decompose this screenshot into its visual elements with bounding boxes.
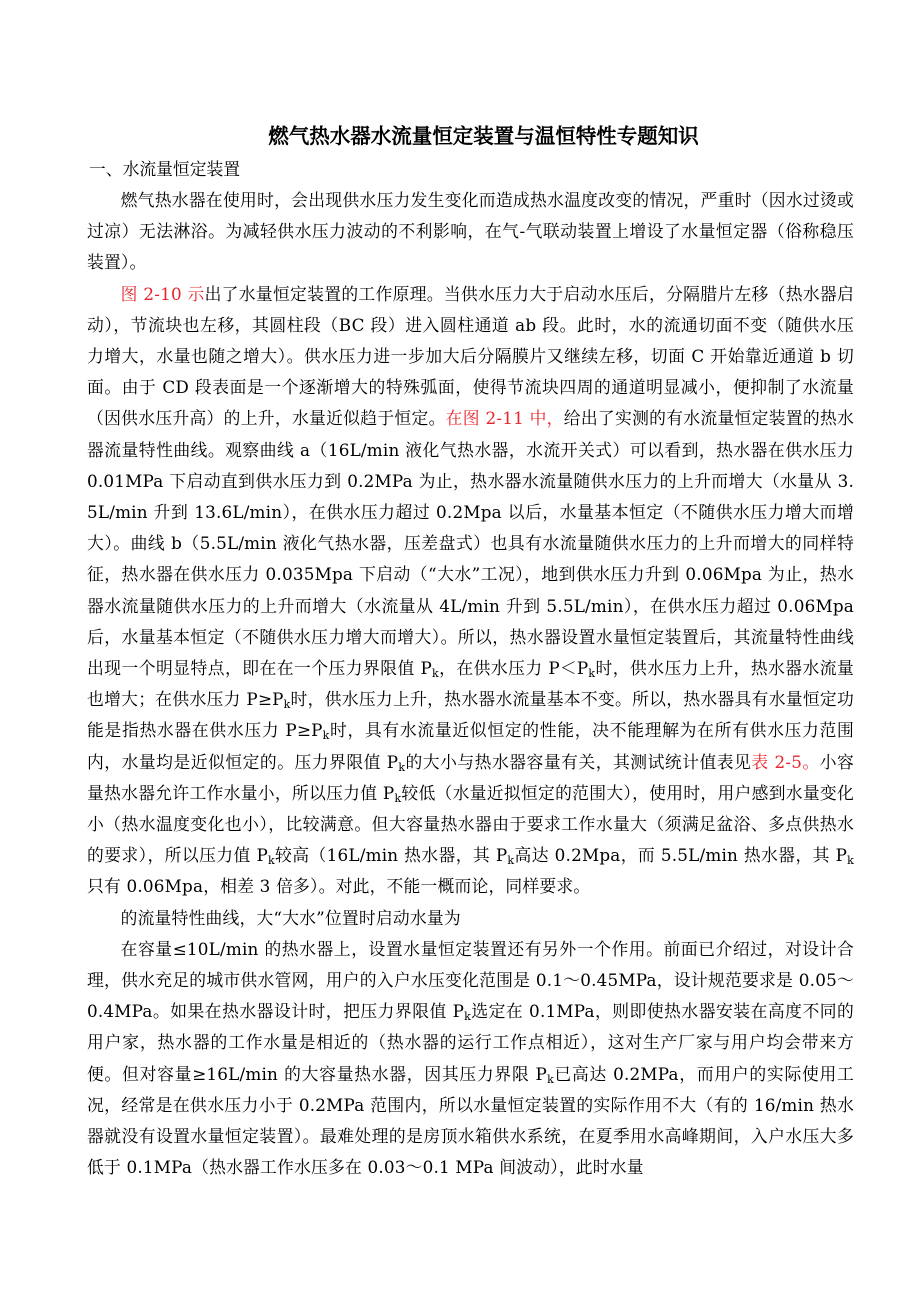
text-run: 给出了实测的有水流量恒定装置的热水器流量特性曲线。观察曲线 a（16L/min 液化气热水器，水流开关式）可以看到，热水器在供水压力 0.01MPa 下启动直到供水压力到 0.2MPa 为止，热水器水流量随供水压力的上升而增大（水量从 3.5L/min 升到 13.6L/min），在供水压力超过 0.2Mpa 以后，水量基本恒定（不随供水压力增大而增大）。曲线 b（5.5L/min 液化气热水器，压差盘式）也具有水流量随供水压力的上升而增大的同样特征，热水器在供水压力 0.035Mpa 下启动（“大水”工况），地到供水压力升到 0.06Mpa 为止，热水器水流量随供水压力的上升而增大（水流量从 4L/min 升到 5.5L/min），在供水压力超过 0.06Mpa 后，水量基本恒定（不随供水压力增大而增大）。所以，热水器设置水量恒定装置后，其流量特性曲线出现一个明显特点，即在在一个压力界限值 P	[87, 408, 855, 679]
text-run: 较高（16L/min 热水器，其 P	[274, 845, 508, 866]
subscript-k: k	[283, 698, 291, 712]
text-run: 的流量特性曲线，大“大水”位置时启动水量为	[120, 907, 461, 928]
paragraph-small-capacity	[87, 934, 854, 1184]
figure-reference: 表 2-5。	[751, 751, 820, 772]
text-run: 小容量热水器允许工作水量小，所以压力值 P	[87, 751, 854, 803]
subscript-k: k	[507, 854, 515, 868]
subscript-k: k	[432, 667, 439, 681]
document-body	[87, 185, 854, 1184]
text-run: ，在供水压力 P＜P	[438, 658, 589, 679]
text-run: 只有 0.06Mpa，相差 3 倍多）。对此，不能一概而论，同样要求。	[87, 876, 591, 897]
text-run: 出了水量恒定装置的工作原理。当供水压力大于启动水压后，分隔腊片左移（热水器启动），节流块也左移，其圆柱段（BC 段）进入圆柱通道 ab 段。此时，水的流通切面不变（随供水压力增大，水量也随之增大）。供水压力进一步加大后分隔膜片又继续左移，切面 C 开始靠近通道 b 切面。由于 CD 段表面是一个逐渐增大的特殊弧面，使得节流块四周的通道明显减小，便抑制了水流量（因供水压升高）的上升，水量近似趋于恒定。	[87, 283, 854, 429]
paragraph-intro	[87, 185, 854, 279]
subscript-k: k	[588, 667, 596, 681]
text-run: 时，供水压力上升，热水器水流量基本不变。所以，热水器具有水量恒定功能是指热水器在供水压力 P≥P	[87, 689, 854, 741]
paragraph-fragment	[87, 903, 854, 934]
subscript-k: k	[398, 760, 406, 774]
subscript-k: k	[547, 1072, 554, 1086]
subscript-k: k	[394, 791, 402, 805]
figure-reference: 在图 2-11 中，	[445, 408, 564, 429]
subscript-k: k	[322, 729, 330, 743]
text-run: 较低（水量近拟恒定的范围大），使用时，用户感到水量变化小（热水温度变化也小），比较满意。但大容量热水器由于要求工作水量大（须满足盆浴、多点供热水的要求），所以压力值 P	[87, 782, 854, 866]
text-run: 已高达 0.2MPa，而用户的实际使用工况，经常是在供水压力小于 0.2MPa 范围内，所以水量恒定装置的实际作用不大（有的 16/min 热水器就没有设置水量恒定装置）。最难处理的是房顶水箱供水系统，在夏季用水高峰期间，入户水压大多低于 0.1MPa（热水器工作水压多在 0.03～0.1 MPa 间波动），此时水量	[87, 1063, 855, 1178]
text-run: 的大小与热水器容量有关，其测试统计值表见	[405, 751, 752, 772]
figure-reference: 图 2-10 示	[120, 283, 205, 304]
document-title: 燃气热水器水流量恒定装置与温恒特性专题知识	[268, 124, 699, 148]
subscript-k: k	[847, 854, 854, 868]
subscript-k: k	[464, 1010, 472, 1024]
subscript-k: k	[267, 854, 275, 868]
text-run: 燃气热水器在使用时，会出现供水压力发生变化而造成热水温度改变的情况，严重时（因水过烫或过凉）无法淋浴。为减轻供水压力波动的不利影响，在气-气联动装置上增设了水量恒定器（俗称稳压装置）。	[87, 190, 854, 273]
paragraph-principle	[87, 279, 854, 903]
section-heading: 一、水流量恒定装置	[89, 159, 241, 179]
text-run: 选定在 0.1MPa，则即使热水器安装在高度不同的用户家，热水器的工作水量是相近的（热水器的运行工作点相近），这对生产厂家与用户均会带来方便。但对容量≥16L/min 的大容量热水器，因其压力界限 P	[87, 1001, 855, 1084]
text-run: 高达 0.2Mpa，而 5.5L/min 热水器，其 P	[514, 845, 848, 866]
text-run: 在容量≤10L/min 的热水器上，设置水量恒定装置还有另外一个作用。前面已介绍过，对设计合理，供水充足的城市供水管网，用户的入户水压变化范围是 0.1～0.45MPa，设计规范要求是 0.05～0.4MPa。如果在热水器设计时，把压力界限值 P	[87, 938, 854, 1022]
text-run: 时，具有水流量近似恒定的性能，决不能理解为在所有供水压力范围内，水量均是近似恒定的。压力界限值 P	[87, 720, 854, 772]
text-run: 时，供水压力上升，热水器水流量也增大；在供水压力 P≥P	[87, 658, 854, 710]
